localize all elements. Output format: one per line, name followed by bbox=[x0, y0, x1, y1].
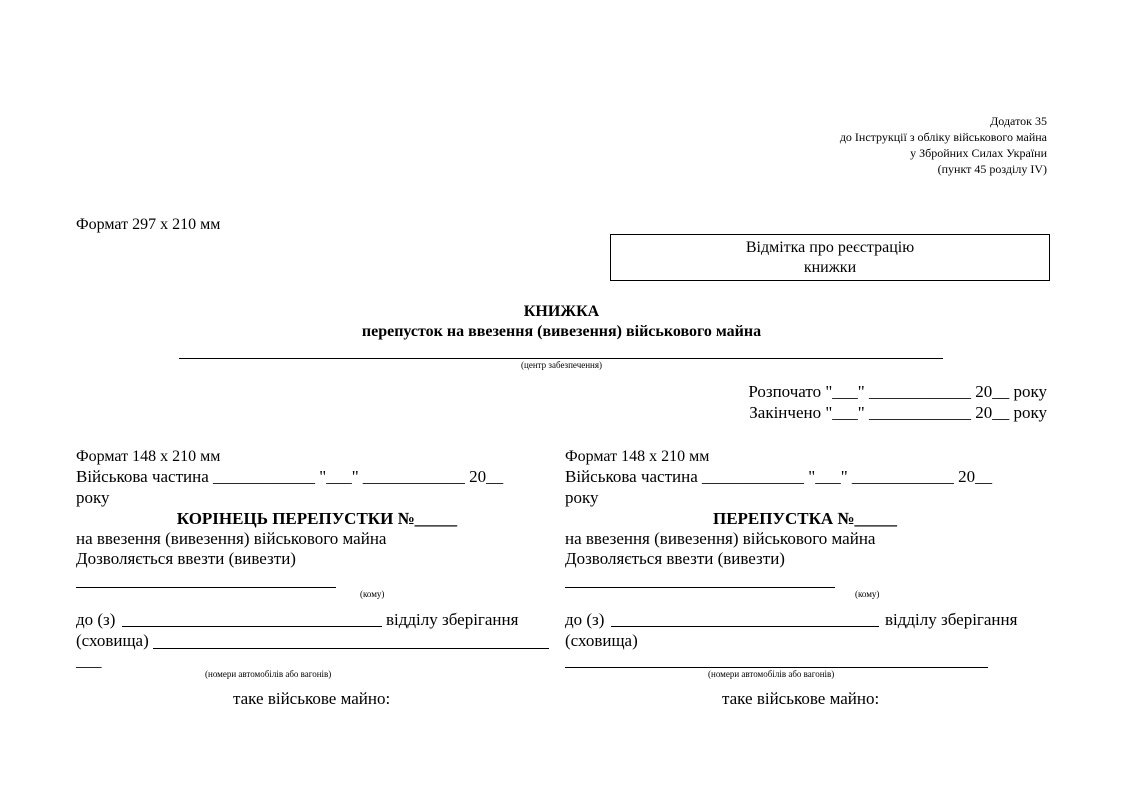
registration-box-line2: книжки bbox=[803, 259, 857, 276]
appendix-instruction: до Інструкції з обліку військового майна bbox=[839, 130, 1047, 144]
right-storage: (сховища) bbox=[565, 631, 638, 650]
left-heading: КОРІНЕЦЬ ПЕРЕПУСТКИ №_____ bbox=[176, 509, 458, 528]
right-format: Формат 148 х 210 мм bbox=[565, 448, 710, 465]
supply-center-line bbox=[179, 358, 943, 359]
right-year-word: року bbox=[565, 488, 599, 507]
book-title: КНИЖКА bbox=[523, 303, 600, 320]
appendix-armed-forces: у Збройних Силах України bbox=[910, 146, 1047, 160]
book-subtitle: перепусток на ввезення (вивезення) військового майна bbox=[361, 323, 762, 340]
left-storage-line bbox=[153, 648, 549, 649]
supply-center-caption: (центр забезпечення) bbox=[521, 360, 602, 370]
right-property: таке військове майно: bbox=[722, 689, 880, 708]
left-to-suffix: відділу зберігання bbox=[386, 610, 519, 629]
right-vehicles-caption: (номери автомобілів або вагонів) bbox=[708, 669, 835, 679]
right-to-prefix: до (з) bbox=[565, 610, 605, 629]
registration-box-line1: Відмітка про реєстрацію bbox=[745, 239, 915, 256]
started-date: Розпочато "___" ____________ 20__ року bbox=[748, 382, 1047, 401]
left-property: таке військове майно: bbox=[233, 689, 391, 708]
left-format: Формат 148 х 210 мм bbox=[76, 448, 221, 465]
left-whom-caption: (кому) bbox=[360, 589, 385, 599]
left-allowed: Дозволяється ввезти (вивезти) bbox=[76, 549, 296, 568]
left-whom-line bbox=[76, 587, 336, 588]
right-purpose: на ввезення (вивезення) військового майна bbox=[565, 529, 876, 548]
left-storage: (сховища) bbox=[76, 631, 149, 650]
right-heading: ПЕРЕПУСТКА №_____ bbox=[712, 509, 898, 528]
right-to-line bbox=[611, 626, 879, 627]
right-allowed: Дозволяється ввезти (вивезти) bbox=[565, 549, 785, 568]
left-year-word: року bbox=[76, 488, 110, 507]
right-vehicles-line bbox=[565, 667, 988, 668]
left-unit-line: Військова частина ____________ "___" ____________ 20__ bbox=[76, 467, 504, 486]
format-main: Формат 297 х 210 мм bbox=[76, 216, 221, 233]
finished-date: Закінчено "___" ____________ 20__ року bbox=[749, 403, 1047, 422]
right-to-suffix: відділу зберігання bbox=[885, 610, 1018, 629]
left-to-line bbox=[122, 626, 382, 627]
left-tail-line: ___ bbox=[76, 651, 102, 670]
right-whom-line bbox=[565, 587, 835, 588]
left-vehicles-caption: (номери автомобілів або вагонів) bbox=[205, 669, 332, 679]
right-unit-line: Військова частина ____________ "___" ____________ 20__ bbox=[565, 467, 993, 486]
appendix-number: Додаток 35 bbox=[990, 114, 1047, 128]
right-whom-caption: (кому) bbox=[855, 589, 880, 599]
left-purpose: на ввезення (вивезення) військового майна bbox=[76, 529, 387, 548]
appendix-clause: (пункт 45 розділу IV) bbox=[937, 162, 1047, 176]
left-to-prefix: до (з) bbox=[76, 610, 116, 629]
